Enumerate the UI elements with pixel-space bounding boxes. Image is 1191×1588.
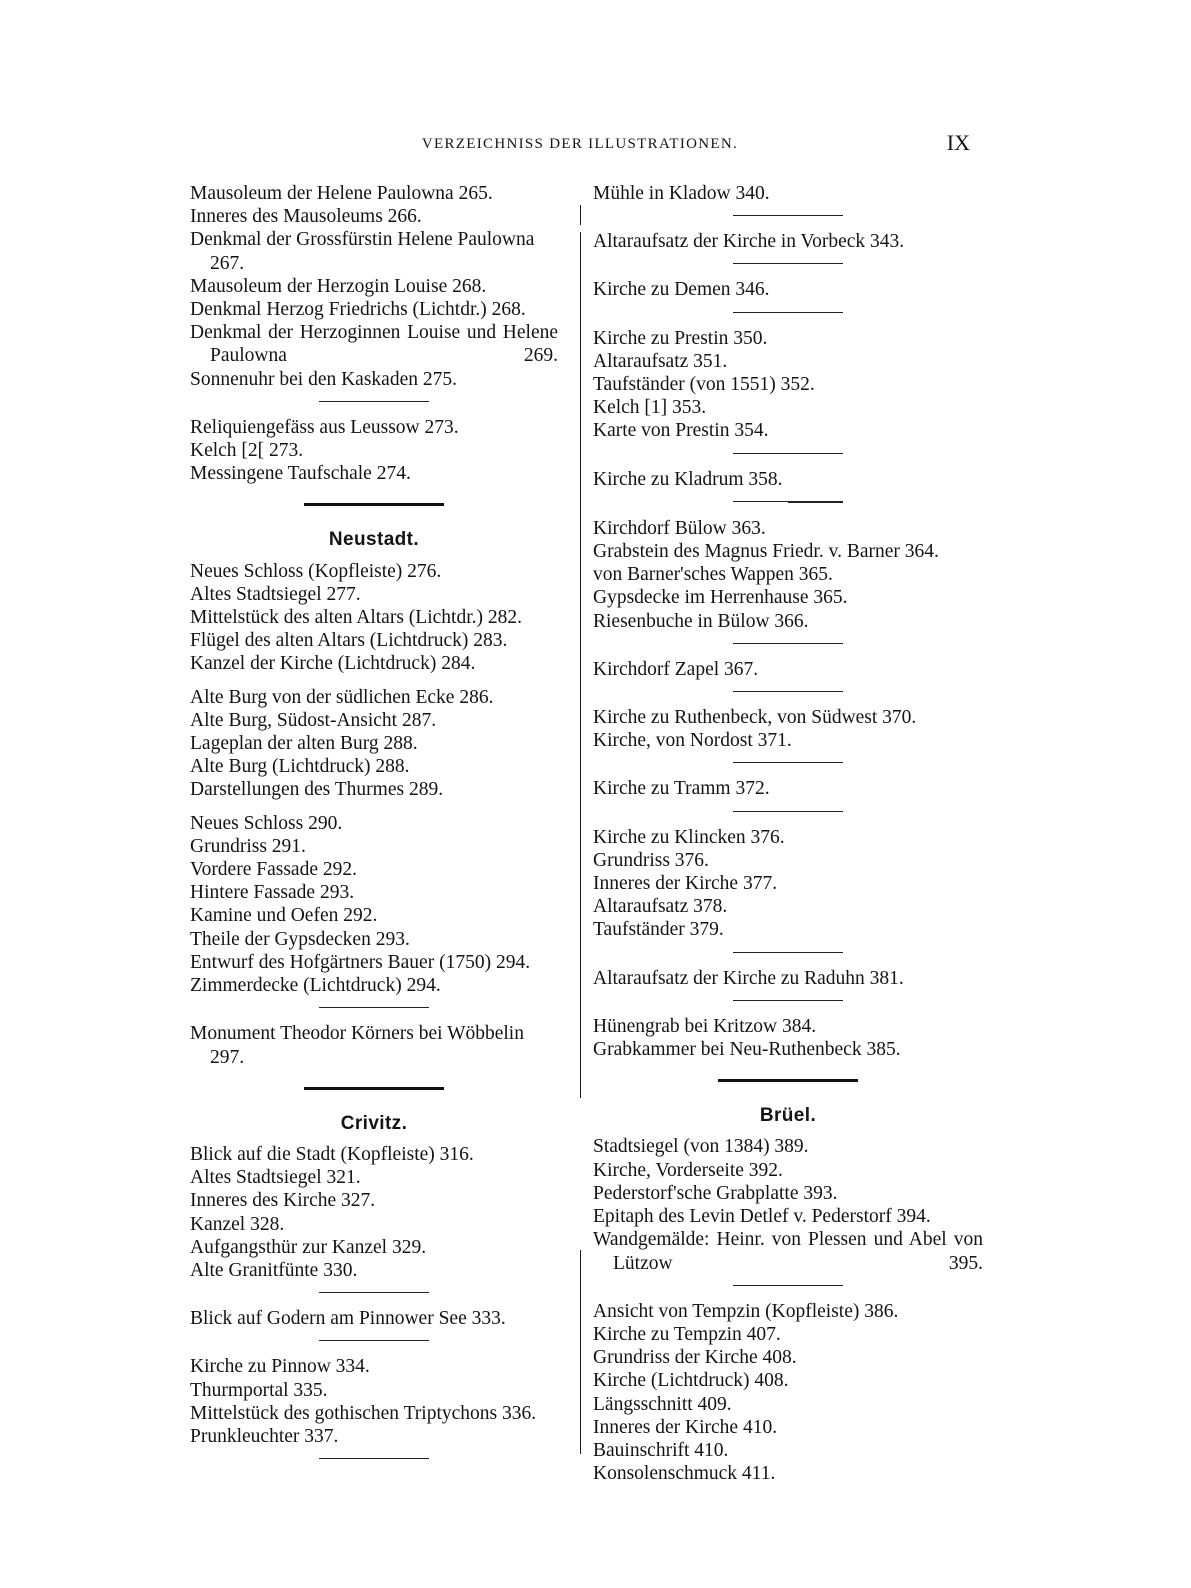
list-item: Neues Schloss (Kopfleiste) 276. bbox=[190, 560, 442, 582]
list-item: Kirchdorf Zapel 367. bbox=[593, 658, 759, 680]
entry-group-neustadt-1 bbox=[190, 560, 558, 676]
list-item: Kirche zu Prestin 350. bbox=[593, 327, 768, 349]
list-item: Kirche zu Klincken 376. bbox=[593, 826, 785, 848]
page-header bbox=[190, 130, 970, 160]
double-divider bbox=[733, 501, 843, 503]
list-item: Stadtsiegel (von 1384) 389. bbox=[593, 1136, 809, 1158]
list-item: Taufständer (von 1551) 352. bbox=[593, 374, 815, 396]
spacer bbox=[190, 676, 558, 686]
list-item: Grabkammer bei Neu-Ruthenbeck 385. bbox=[593, 1039, 901, 1061]
list-item: Mausoleum der Herzogin Louise 268. bbox=[190, 275, 487, 297]
list-item: Grundriss 291. bbox=[190, 835, 306, 857]
divider bbox=[733, 811, 843, 812]
list-item: Ansicht von Tempzin (Kopfleiste) 386. bbox=[593, 1300, 899, 1322]
list-item: Epitaph des Levin Detlef v. Pederstorf 394. bbox=[593, 1206, 931, 1228]
list-item: Vordere Fassade 292. bbox=[190, 859, 357, 881]
list-item: Altaraufsatz 351. bbox=[593, 350, 728, 372]
list-item: Kirche zu Pinnow 334. bbox=[190, 1356, 370, 1378]
section-divider bbox=[304, 1087, 444, 1090]
entry-group-right-10 bbox=[593, 826, 983, 942]
list-item: Inneres der Kirche 377. bbox=[593, 873, 778, 895]
list-item: Blick auf Godern am Pinnower See 333. bbox=[190, 1308, 506, 1330]
list-item: Kamine und Oefen 292. bbox=[190, 905, 378, 927]
divider bbox=[733, 762, 843, 763]
list-item: Kirche (Lichtdruck) 408. bbox=[593, 1370, 789, 1392]
divider bbox=[319, 1007, 429, 1008]
list-item: Altaraufsatz 378. bbox=[593, 896, 728, 918]
entry-group-right-9 bbox=[593, 777, 983, 800]
entry-group-schwerin-1 bbox=[190, 182, 558, 391]
entry-group-crivitz-1 bbox=[190, 1143, 558, 1282]
page-number: IX bbox=[946, 130, 970, 155]
list-item: Mittelstück des gothischen Triptychons 336. bbox=[190, 1402, 537, 1424]
list-item: Altes Stadtsiegel 321. bbox=[190, 1167, 361, 1189]
list-item: Entwurf des Hofgärtners Bauer (1750) 294. bbox=[190, 951, 531, 973]
divider bbox=[733, 1000, 843, 1001]
right-column bbox=[593, 182, 983, 1485]
list-item: Grundriss 376. bbox=[593, 849, 709, 871]
entry-group-right-11 bbox=[593, 967, 983, 990]
entry-group-schwerin-2 bbox=[190, 416, 558, 486]
list-item: Inneres des Kirche 327. bbox=[190, 1190, 376, 1212]
list-item: Kirche zu Tramm 372. bbox=[593, 778, 770, 800]
list-item: Kelch [2[ 273. bbox=[190, 440, 304, 462]
divider bbox=[319, 1292, 429, 1293]
list-item: Thurmportal 335. bbox=[190, 1379, 328, 1401]
list-item: Altaraufsatz der Kirche zu Raduhn 381. bbox=[593, 967, 904, 989]
list-item: Pederstorf'sche Grabplatte 393. bbox=[593, 1182, 838, 1204]
list-item: Mühle in Kladow 340. bbox=[593, 183, 770, 204]
list-item: Darstellungen des Thurmes 289. bbox=[190, 779, 444, 801]
divider bbox=[733, 453, 843, 454]
section-divider bbox=[304, 503, 444, 506]
list-item: Denkmal der Herzoginnen Louise und Helene Paulowna 269. bbox=[190, 322, 558, 367]
entry-group-right-5 bbox=[593, 468, 983, 491]
list-item: Kirche zu Demen 346. bbox=[593, 279, 770, 301]
divider bbox=[733, 215, 843, 216]
list-item: Zimmerdecke (Lichtdruck) 294. bbox=[190, 975, 441, 997]
entry-group-right-2 bbox=[593, 230, 983, 253]
divider bbox=[733, 263, 843, 264]
column-divider bbox=[580, 205, 581, 225]
divider bbox=[733, 952, 843, 953]
divider bbox=[733, 643, 843, 644]
divider bbox=[733, 312, 843, 313]
list-item: Kelch [1] 353. bbox=[593, 397, 707, 419]
column-divider bbox=[580, 1250, 581, 1454]
list-item: Inneres der Kirche 410. bbox=[593, 1416, 778, 1438]
list-item: Inneres des Mausoleums 266. bbox=[190, 206, 422, 228]
list-item: Wandgemälde: Heinr. von Plessen und Abel von Lützow 395. bbox=[593, 1229, 983, 1274]
divider bbox=[319, 1340, 429, 1341]
list-item: Denkmal der Grossfürstin Helene Paulowna 267. bbox=[190, 229, 535, 274]
section-title-neustadt: Neustadt. bbox=[328, 529, 420, 551]
list-item: Konsolenschmuck 411. bbox=[593, 1463, 776, 1485]
entry-group-right-12 bbox=[593, 1015, 983, 1061]
divider bbox=[319, 401, 429, 402]
entry-group-neustadt-3 bbox=[190, 812, 558, 998]
list-item: Kirche zu Kladrum 358. bbox=[593, 468, 783, 490]
entry-group-right-3 bbox=[593, 278, 983, 301]
list-item: Alte Granitfünte 330. bbox=[190, 1259, 358, 1281]
list-item: Kirche, von Nordost 371. bbox=[593, 730, 792, 752]
list-item: Längsschnitt 409. bbox=[593, 1393, 732, 1415]
list-item: Neues Schloss 290. bbox=[190, 812, 343, 834]
section-title-bruel: Brüel. bbox=[759, 1105, 817, 1127]
list-item: Kanzel 328. bbox=[190, 1213, 285, 1235]
left-column bbox=[190, 182, 558, 1473]
list-item: Denkmal Herzog Friedrichs (Lichtdr.) 268. bbox=[190, 299, 526, 321]
entry-group-right-7 bbox=[593, 658, 983, 681]
column-divider bbox=[580, 232, 581, 1098]
list-item: Altaraufsatz der Kirche in Vorbeck 343. bbox=[593, 231, 905, 253]
list-item: Sonnenuhr bei den Kaskaden 275. bbox=[190, 368, 457, 390]
list-item: Lageplan der alten Burg 288. bbox=[190, 733, 418, 755]
list-item: Alte Burg (Lichtdruck) 288. bbox=[190, 756, 410, 778]
entry-group-right-8 bbox=[593, 706, 983, 752]
list-item: Kirche zu Tempzin 407. bbox=[593, 1323, 781, 1345]
list-item: Hünengrab bei Kritzow 384. bbox=[593, 1015, 817, 1037]
divider bbox=[733, 1285, 843, 1286]
list-item: Mausoleum der Helene Paulowna 265. bbox=[190, 183, 493, 204]
list-item: Karte von Prestin 354. bbox=[593, 420, 769, 442]
running-title: VERZEICHNISS DER ILLUSTRATIONEN. bbox=[421, 136, 739, 152]
list-item: Alte Burg, Südost-Ansicht 287. bbox=[190, 709, 437, 731]
list-item: Aufgangsthür zur Kanzel 329. bbox=[190, 1236, 427, 1258]
entry-group-neustadt-4 bbox=[190, 1022, 558, 1068]
list-item: Monument Theodor Körners bei Wöbbelin 297. bbox=[190, 1023, 524, 1068]
divider bbox=[733, 691, 843, 692]
entry-group-right-1 bbox=[593, 182, 983, 205]
list-item: Kirche, Vorderseite 392. bbox=[593, 1159, 783, 1181]
list-item: Grabstein des Magnus Friedr. v. Barner 364. bbox=[593, 541, 939, 563]
entry-group-crivitz-2 bbox=[190, 1307, 558, 1330]
section-title-crivitz: Crivitz. bbox=[340, 1112, 408, 1134]
entry-group-crivitz-3 bbox=[190, 1355, 558, 1448]
list-item: Prunkleuchter 337. bbox=[190, 1425, 339, 1447]
section-divider bbox=[718, 1079, 858, 1082]
list-item: Kirche zu Ruthenbeck, von Südwest 370. bbox=[593, 707, 917, 729]
list-item: Taufständer 379. bbox=[593, 919, 724, 941]
list-item: Kirchdorf Bülow 363. bbox=[593, 517, 766, 539]
list-item: Mittelstück des alten Altars (Lichtdr.) 282. bbox=[190, 607, 522, 629]
list-item: Reliquiengefäss aus Leussow 273. bbox=[190, 416, 459, 438]
list-item: Kanzel der Kirche (Lichtdruck) 284. bbox=[190, 653, 476, 675]
entry-group-neustadt-2 bbox=[190, 686, 558, 802]
list-item: Blick auf die Stadt (Kopfleiste) 316. bbox=[190, 1143, 474, 1165]
entry-group-bruel-2 bbox=[593, 1300, 983, 1486]
list-item: Messingene Taufschale 274. bbox=[190, 463, 411, 485]
list-item: Flügel des alten Altars (Lichtdruck) 283. bbox=[190, 630, 508, 652]
list-item: Theile der Gypsdecken 293. bbox=[190, 928, 410, 950]
entry-group-bruel-1 bbox=[593, 1135, 983, 1274]
divider bbox=[319, 1458, 429, 1459]
entry-group-right-4 bbox=[593, 327, 983, 443]
entry-group-right-6 bbox=[593, 517, 983, 633]
list-item: Gypsdecke im Herrenhause 365. bbox=[593, 587, 848, 609]
list-item: von Barner'sches Wappen 365. bbox=[593, 564, 833, 586]
list-item: Hintere Fassade 293. bbox=[190, 882, 355, 904]
spacer bbox=[190, 802, 558, 812]
list-item: Bauinschrift 410. bbox=[593, 1439, 729, 1461]
list-item: Alte Burg von der südlichen Ecke 286. bbox=[190, 686, 494, 708]
list-item: Riesenbuche in Bülow 366. bbox=[593, 610, 809, 632]
list-item: Altes Stadtsiegel 277. bbox=[190, 583, 361, 605]
list-item: Grundriss der Kirche 408. bbox=[593, 1347, 797, 1369]
